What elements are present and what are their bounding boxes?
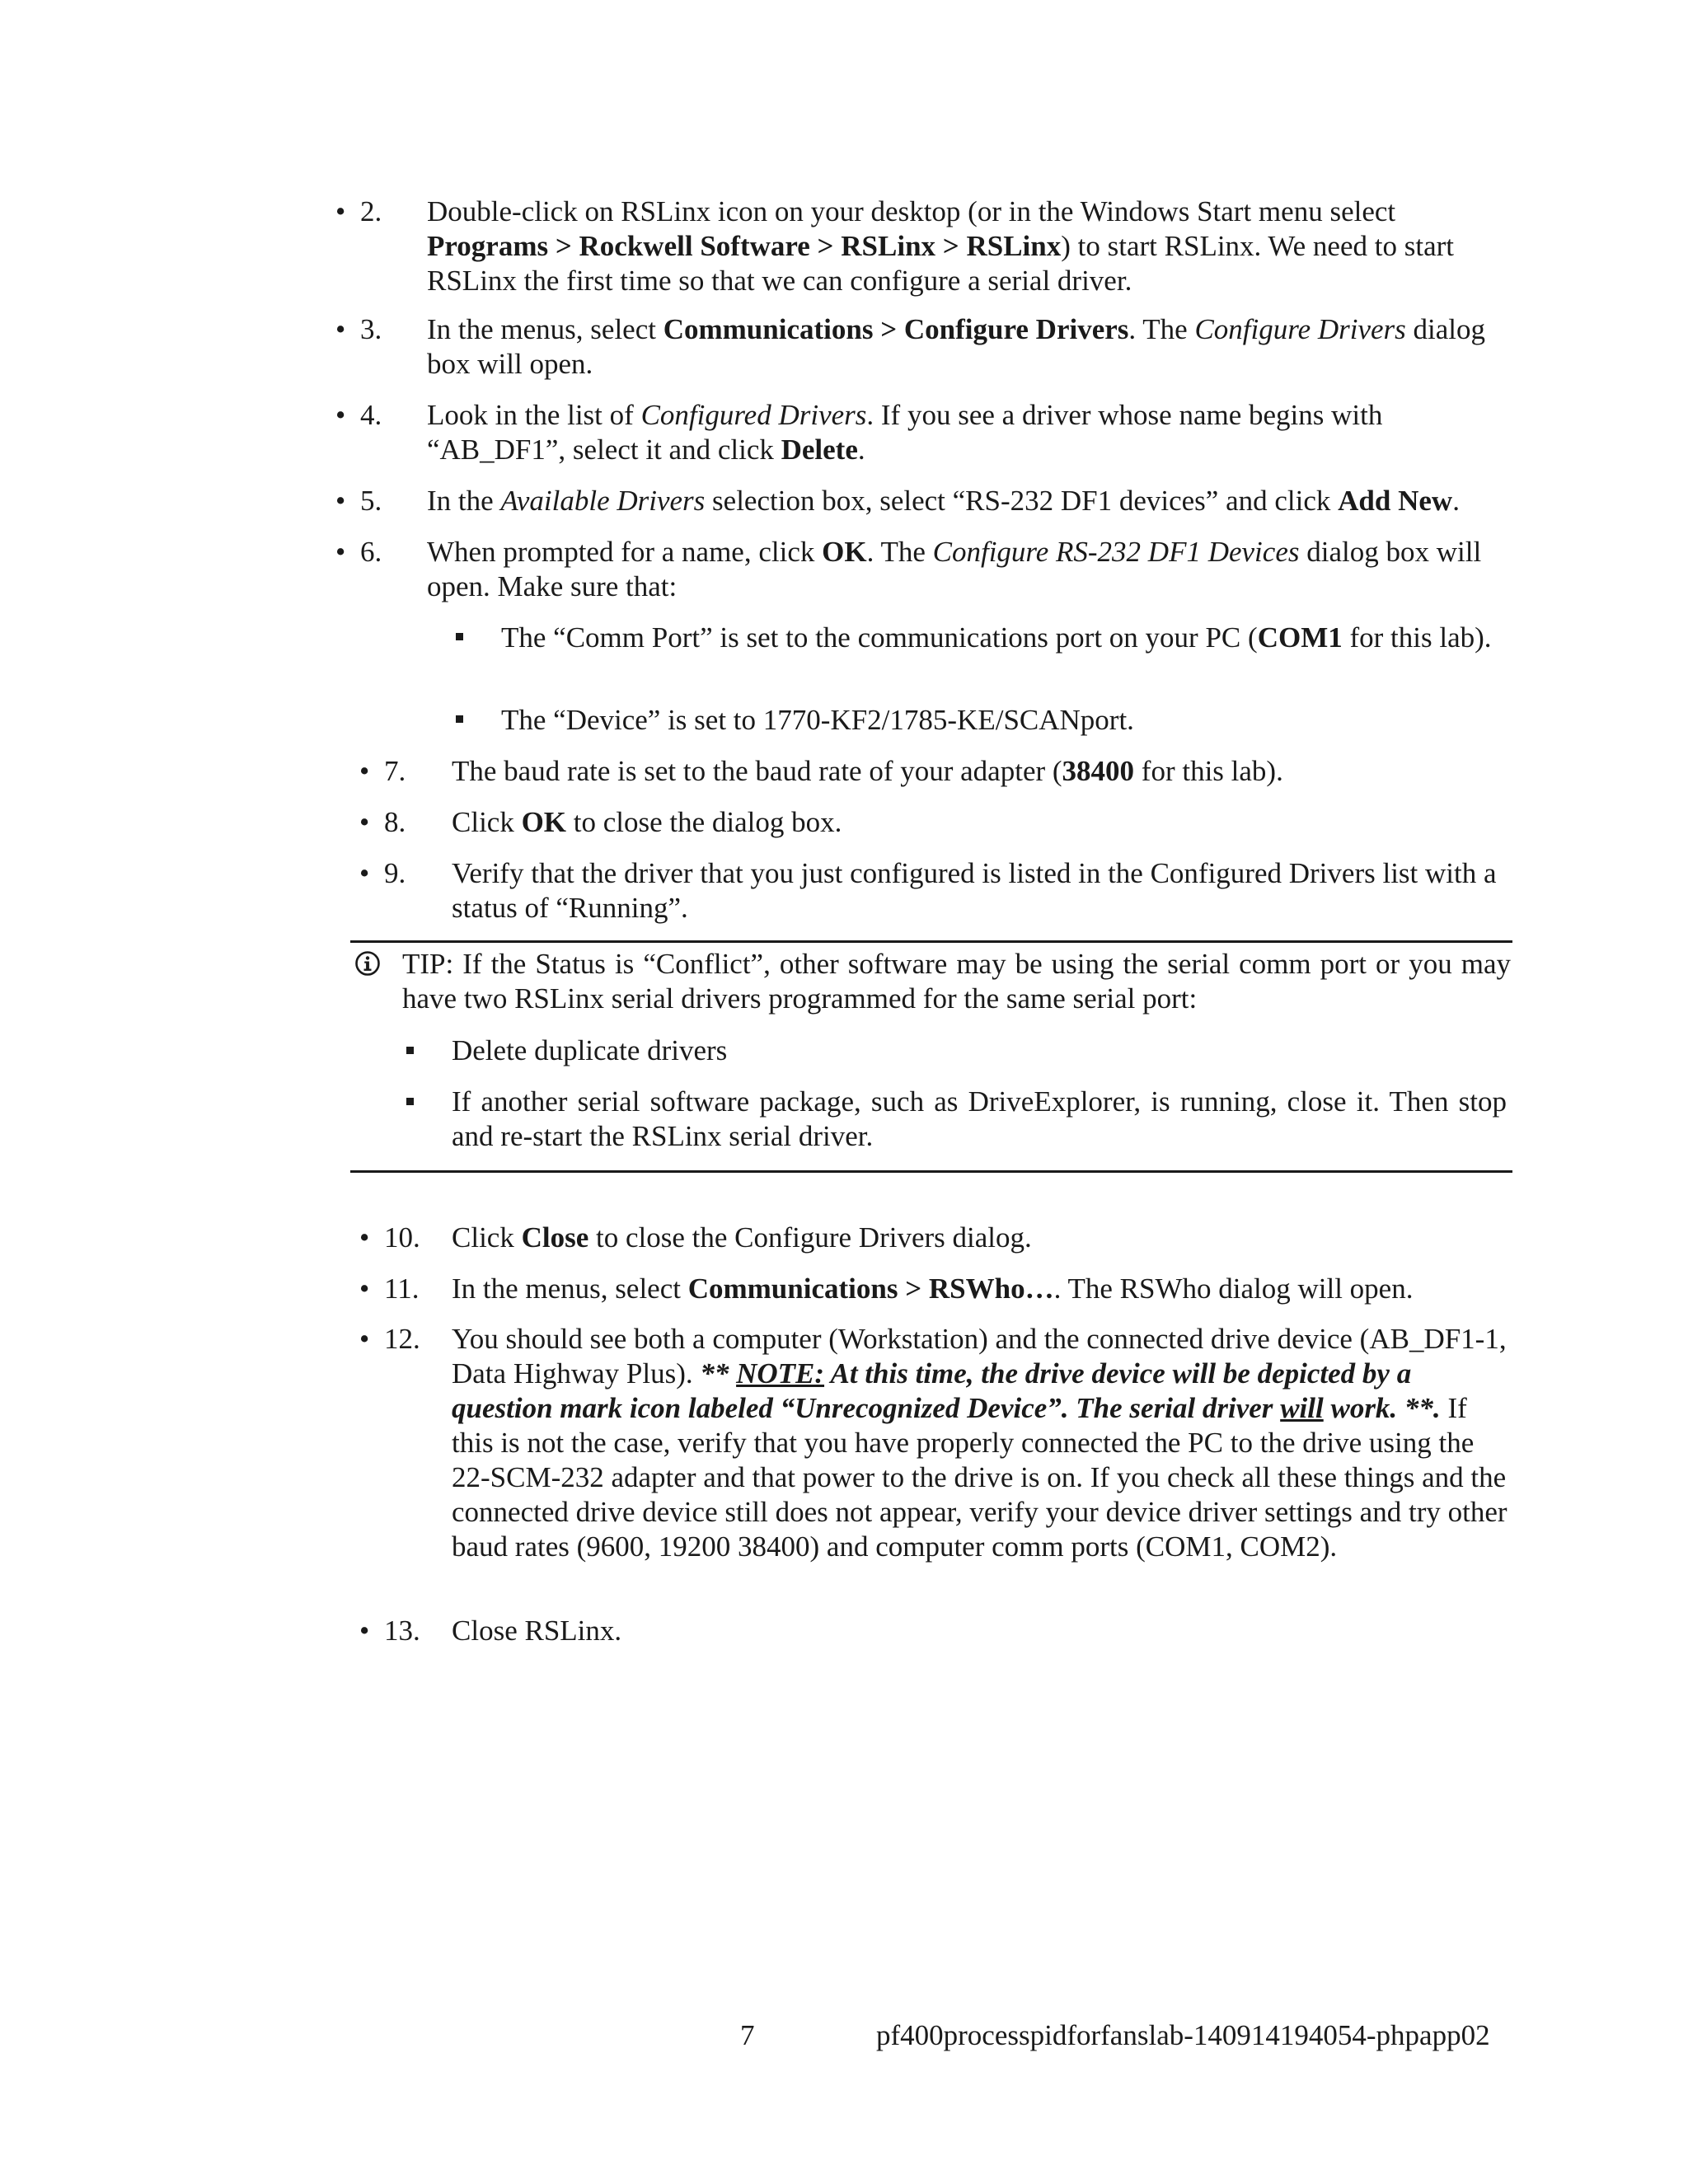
bullet: • [335, 195, 346, 227]
step-number: 2. [360, 195, 382, 227]
step-text: Double-click on RSLinx icon on your desktop (or in the Windows Start menu select Programs > Rockwell Software > RSLinx > RSLinx) to start RSLinx. We need to start RSLinx the first time so that we can configure a serial driver. [427, 195, 1454, 297]
sub-item-device: The “Device” is set to 1770-KF2/1785-KE/SCANport. [501, 704, 1134, 736]
step-number: 9. [384, 857, 406, 889]
square-bullet-icon [406, 1098, 414, 1105]
bullet: • [359, 1323, 370, 1355]
bullet: • [335, 399, 346, 431]
tip-item-close-other-software: If another serial software package, such as DriveExplorer, is running, close it. Then stop and re-start the RSLinx serial driver. [452, 1085, 1507, 1152]
bullet: • [359, 1272, 370, 1305]
bullet: • [359, 806, 370, 838]
step-number: 5. [360, 485, 382, 517]
step-text: Click Close to close the Configure Drivers dialog. [452, 1221, 1032, 1254]
step-text: In the menus, select Communications > Configure Drivers. The Configure Drivers dialog box will open. [427, 313, 1486, 380]
step-text: In the menus, select Communications > RSWho…. The RSWho dialog will open. [452, 1272, 1414, 1305]
step-number: 11. [384, 1272, 420, 1305]
square-bullet-icon [456, 633, 463, 640]
bullet: • [335, 536, 346, 568]
step-number: 3. [360, 313, 382, 345]
bullet: • [359, 755, 370, 787]
step-text: When prompted for a name, click OK. The Configure RS-232 DF1 Devices dialog box will open. Make sure that: [427, 536, 1482, 602]
step-number: 13. [384, 1615, 420, 1647]
step-text: The baud rate is set to the baud rate of your adapter (38400 for this lab). [452, 755, 1283, 787]
bullet: • [359, 1615, 370, 1647]
square-bullet-icon [406, 1047, 414, 1054]
bullet: • [335, 485, 346, 517]
tip-item-delete-duplicates: Delete duplicate drivers [452, 1034, 728, 1066]
step-number: 7. [384, 755, 406, 787]
step-text: Look in the list of Configured Drivers. If you see a driver whose name begins with “AB_DF1”, select it and click Delete. [427, 399, 1383, 466]
sub-item-comm-port: The “Comm Port” is set to the communications port on your PC (COM1 for this lab). [501, 621, 1492, 654]
step-number: 4. [360, 399, 382, 431]
page-number: 7 [740, 2019, 755, 2051]
bullet: • [359, 1221, 370, 1254]
info-circle-icon [354, 950, 381, 977]
step-text: Click OK to close the dialog box. [452, 806, 842, 838]
tip-bottom-rule [350, 1170, 1512, 1173]
square-bullet-icon [456, 715, 463, 723]
tip-top-rule [350, 940, 1512, 943]
step-number: 8. [384, 806, 406, 838]
document-name: pf400processpidforfanslab-140914194054-phpapp02 [876, 2019, 1490, 2051]
step-text: You should see both a computer (Workstation) and the connected drive device (AB_DF1-1, Data Highway Plus). ** NOTE: At this time, the drive device will be depicted by a question mark icon labeled “Unrecognized Device”. The serial driver will work. **. If this is not the case, verify that you have properly connected the PC to the drive using the 22-SCM-232 adapter and that power to the drive is on. If you check all these things and the connected drive device still does not appear, verify your device driver settings and try other baud rates (9600, 19200 38400) and computer comm ports (COM1, COM2). [452, 1323, 1507, 1563]
step-text: Verify that the driver that you just configured is listed in the Configured Drivers list with a status of “Running”. [452, 857, 1497, 924]
step-number: 12. [384, 1323, 420, 1355]
bullet: • [335, 313, 346, 345]
step-number: 10. [384, 1221, 420, 1254]
tip-text: TIP: If the Status is “Conflict”, other software may be using the serial comm port or you may have two RSLinx serial drivers programmed for the same serial port: [402, 948, 1511, 1015]
step-text: In the Available Drivers selection box, select “RS-232 DF1 devices” and click Add New. [427, 485, 1460, 517]
step-number: 6. [360, 536, 382, 568]
step-text: Close RSLinx. [452, 1615, 622, 1647]
bullet: • [359, 857, 370, 889]
